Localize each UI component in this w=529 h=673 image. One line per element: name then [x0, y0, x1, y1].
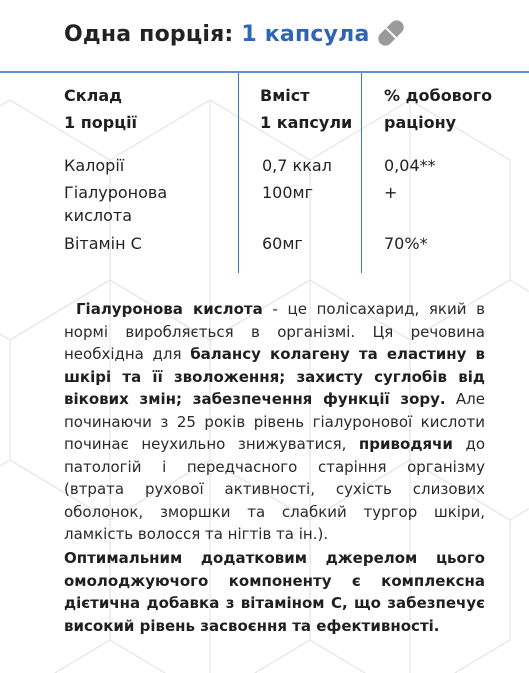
table-row-name: Вітамін С: [64, 234, 142, 253]
table-row-name: Калорії: [64, 156, 125, 175]
column-header-daily-value: [384, 82, 492, 136]
column-divider: [361, 73, 362, 273]
table-row-name-line: Гіалуронова: [64, 183, 168, 202]
term-highlight: Гіалуронова кислота: [76, 300, 263, 318]
serving-label: Одна порція:: [64, 21, 234, 47]
paragraph-text: - це полісахарид, який в нормі виробляється в організмі. Ця речовина необхідна для: [64, 300, 485, 363]
table-row-name: [64, 181, 167, 227]
column-header-line: Склад: [64, 86, 123, 105]
column-header-composition: [64, 82, 137, 136]
serving-header: [64, 14, 370, 54]
table-row-name-line: кислота: [64, 206, 132, 225]
column-header-line: Вміст: [260, 86, 310, 105]
table-row-daily-value: 70%*: [384, 234, 428, 253]
table-row-daily-value: +: [384, 183, 398, 202]
table-row-amount: 100мг: [262, 183, 314, 202]
column-header-line: раціону: [384, 113, 457, 132]
bold-benefits: балансу колагену та еластину в шкірі та її зволоження; захисту суглобів від вікових змін; забезпечення функції зору.: [64, 345, 485, 408]
description-paragraph: [64, 298, 485, 546]
column-divider: [238, 73, 239, 273]
paragraph-text: Але починаючи з 25 років рівень гіалуронової кислоти починає неухильно знижуватися,: [64, 390, 485, 453]
summary-paragraph: Оптимальним додатковим джерелом цього омолоджуючого компоненту є комплексна дієтична добавка з вітаміном С, що забезпечує високий рівень засвоєння та ефективності.: [64, 549, 485, 635]
table-row-amount: 0,7 ккал: [262, 156, 332, 175]
column-header-content: [260, 82, 352, 136]
serving-value: 1 капсула: [241, 21, 370, 47]
column-header-line: 1 порції: [64, 113, 138, 132]
column-header-line: % добового: [384, 86, 493, 105]
paragraph-text: до патологій і передчасного старіння організму (втрата рухової активності, сухість слизових оболонок, зморшки та слабкий тургор шкіри, ламкість волосся та нігтів та ін.).: [64, 435, 485, 543]
table-row-daily-value: 0,04**: [384, 156, 436, 175]
table-row-amount: 60мг: [262, 234, 303, 253]
nutrition-table: [0, 73, 529, 273]
column-header-line: 1 капсули: [260, 113, 353, 132]
capsule-icon: [372, 14, 410, 52]
bold-phrase: приводячи: [358, 435, 453, 453]
